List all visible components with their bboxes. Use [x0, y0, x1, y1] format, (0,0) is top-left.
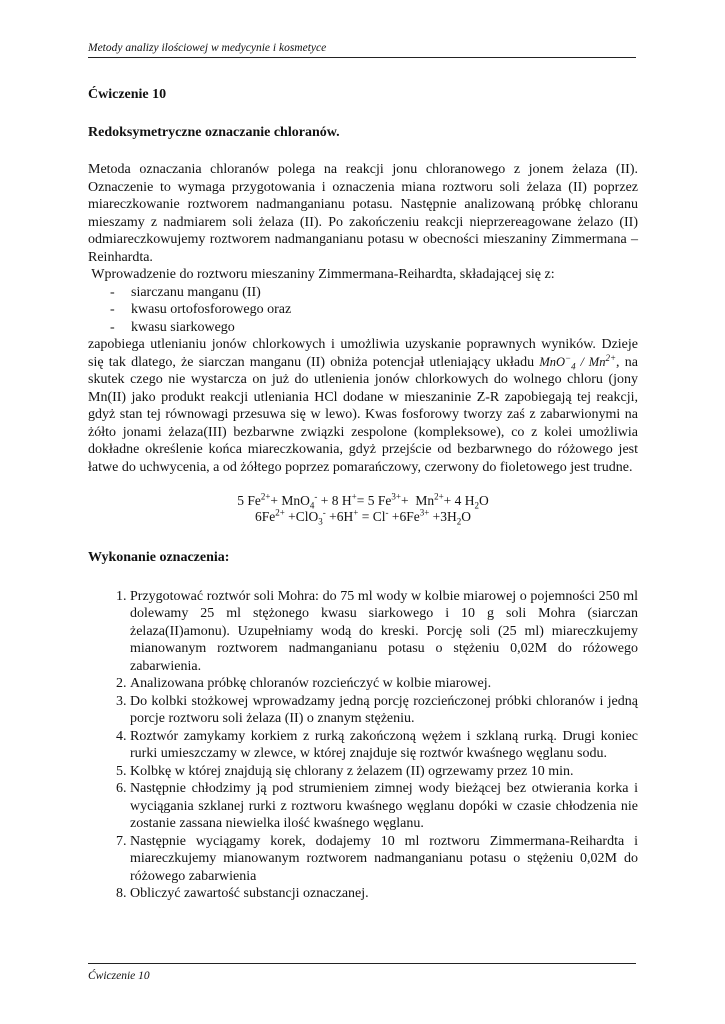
footer-text: Ćwiczenie 10 [88, 970, 150, 982]
exercise-subtitle: Redoksymetryczne oznaczanie chloranów. [88, 124, 340, 140]
mixture-item: - kwasu siarkowego [110, 319, 638, 337]
header-text: Metody analizy ilościowej w medycynie i kosmetyce [88, 42, 327, 54]
procedure-heading: Wykonanie oznaczenia: [88, 550, 230, 565]
explanation-paragraph [88, 336, 638, 476]
exercise-title: Ćwiczenie 10 [88, 87, 167, 102]
procedure-step: 7. Następnie wyciągamy korek, dodajemy 10 ml roztworu Zimmermana-Reihardta i miareczkujemy mianowanym roztworem nadmanganianu potasu o stężeniu 0,02M do różowego zabarwienia [130, 833, 638, 886]
mixture-intro: Wprowadzenie do roztworu mieszaniny Zimmermana-Reihardta, składającej się z: [88, 267, 555, 282]
equation-2: $6Fe^{2+} +ClO_3^- +6H^+ = Cl^- +6Fe^{3+} +3H_2O$ [254, 507, 472, 527]
procedure-step: 8. Obliczyć zawartość substancji oznaczanej. [130, 885, 638, 903]
procedure-step: 5. Kolbkę w której znajdują się chlorany z żelazem (II) ogrzewamy przez 10 min. [130, 763, 638, 781]
procedure-step: 3. Do kolbki stożkowej wprowadzamy jedną porcję rozcieńczonej próbki chloranów i jedną porcje roztworu soli żelaza (II) o znanym stężeniu. [130, 693, 638, 728]
mixture-item: - kwasu ortofosforowego oraz [110, 301, 638, 319]
procedure-steps [88, 588, 638, 903]
procedure-step: 4. Roztwór zamykamy korkiem z rurką zakończoną wężem i szklaną rurką. Drugi koniec rurki umieszczamy w zlewce, w której znajduje się roztwór kwaśnego węglanu sodu. [130, 728, 638, 763]
explanation-part1: zapobiega utlenianiu jonów chlorkowych i umożliwia uzyskanie poprawnych wyników. Dzieje się tak dlatego, że siarczan manganu (II) obniża potencjał utleniający układu [88, 337, 638, 370]
procedure-step: 1. Przygotować roztwór soli Mohra: do 75 ml wody w kolbie miarowej o pojemności 250 ml dolewamy 25 ml stężonego kwasu siarkowego i 10 g soli Mohra (siarczan żelaza(II)amonu). Uzupełniamy wodą do kreski. Porcję soli (25 ml) miareczkujemy mianowanym roztworem nadmanganianu potasu o stężeniu 0,02M do różowego zabarwienia. [130, 588, 638, 676]
procedure-step: 2. Analizowana próbkę chloranów rozcieńczyć w kolbie miarowej. [130, 675, 638, 693]
page-content [88, 86, 638, 903]
redox-couple: $MnO^-_4 / Mn^{2+}$ [539, 352, 617, 371]
explanation-part2: , na skutek czego nie wystarcza on już do utlenienia jonów chlorkowych do wolnego chloru (jony Mn(II) jako produkt reakcji utleniania HCl dodane w mieszaninie Z-R zapobiegają tej reakcji, gdyż stan tej równowagi przesuwa się w lewo). Kwas fosforowy tworzy zaś z zabarwionymi na żółto jonami żelaza(III) bezbarwne związki zespolone (kompleksowe), co z kolei umożliwia dokładne określenie końca miareczkowania, gdyż przejście od bezbarwnego do różowego jest łatwe do uchwycenia, a od żółtego poprzez pomarańczowy, czerwony do fioletowego jest trudne. [88, 354, 638, 475]
running-footer [88, 963, 636, 982]
running-header [88, 42, 636, 58]
reaction-equations [88, 493, 638, 525]
mixture-list [88, 284, 638, 337]
procedure-step: 6. Następnie chłodzimy ją pod strumieniem zimnej wody bieżącej bez otwierania korka i wyciągania szklanej rurki z roztworu kwaśnego węglanu dopóki w czasie chłodzenia nie zostanie zassana niewielka ilość kwaśnego węglanu. [130, 780, 638, 833]
mixture-item: - siarczanu manganu (II) [110, 284, 638, 302]
equation-1: 5 $Fe^{2+}+ MnO_4^- + 8$ H+= 5 $Fe^{3+}+ Mn^{2+}+ 4$ $H_2O$ [237, 491, 489, 511]
intro-paragraph: Metoda oznaczania chloranów polega na reakcji jonu chloranowego z jonem żelaza (II). Oznaczenie to wymaga przygotowania i oznaczenia miana roztworu soli żelaza (II) poprzez miareczkowanie roztworem nadmanganianu potasu. Następnie analizowaną próbkę chloranu mieszamy z nadmiarem soli żelaza (II). Po zakończeniu reakcji nieprzereagowane żelazo (II) odmiareczkowujemy roztworem nadmanganianu potasu w obecności mieszaniny Zimmermana –Reinhardta. [88, 162, 638, 265]
